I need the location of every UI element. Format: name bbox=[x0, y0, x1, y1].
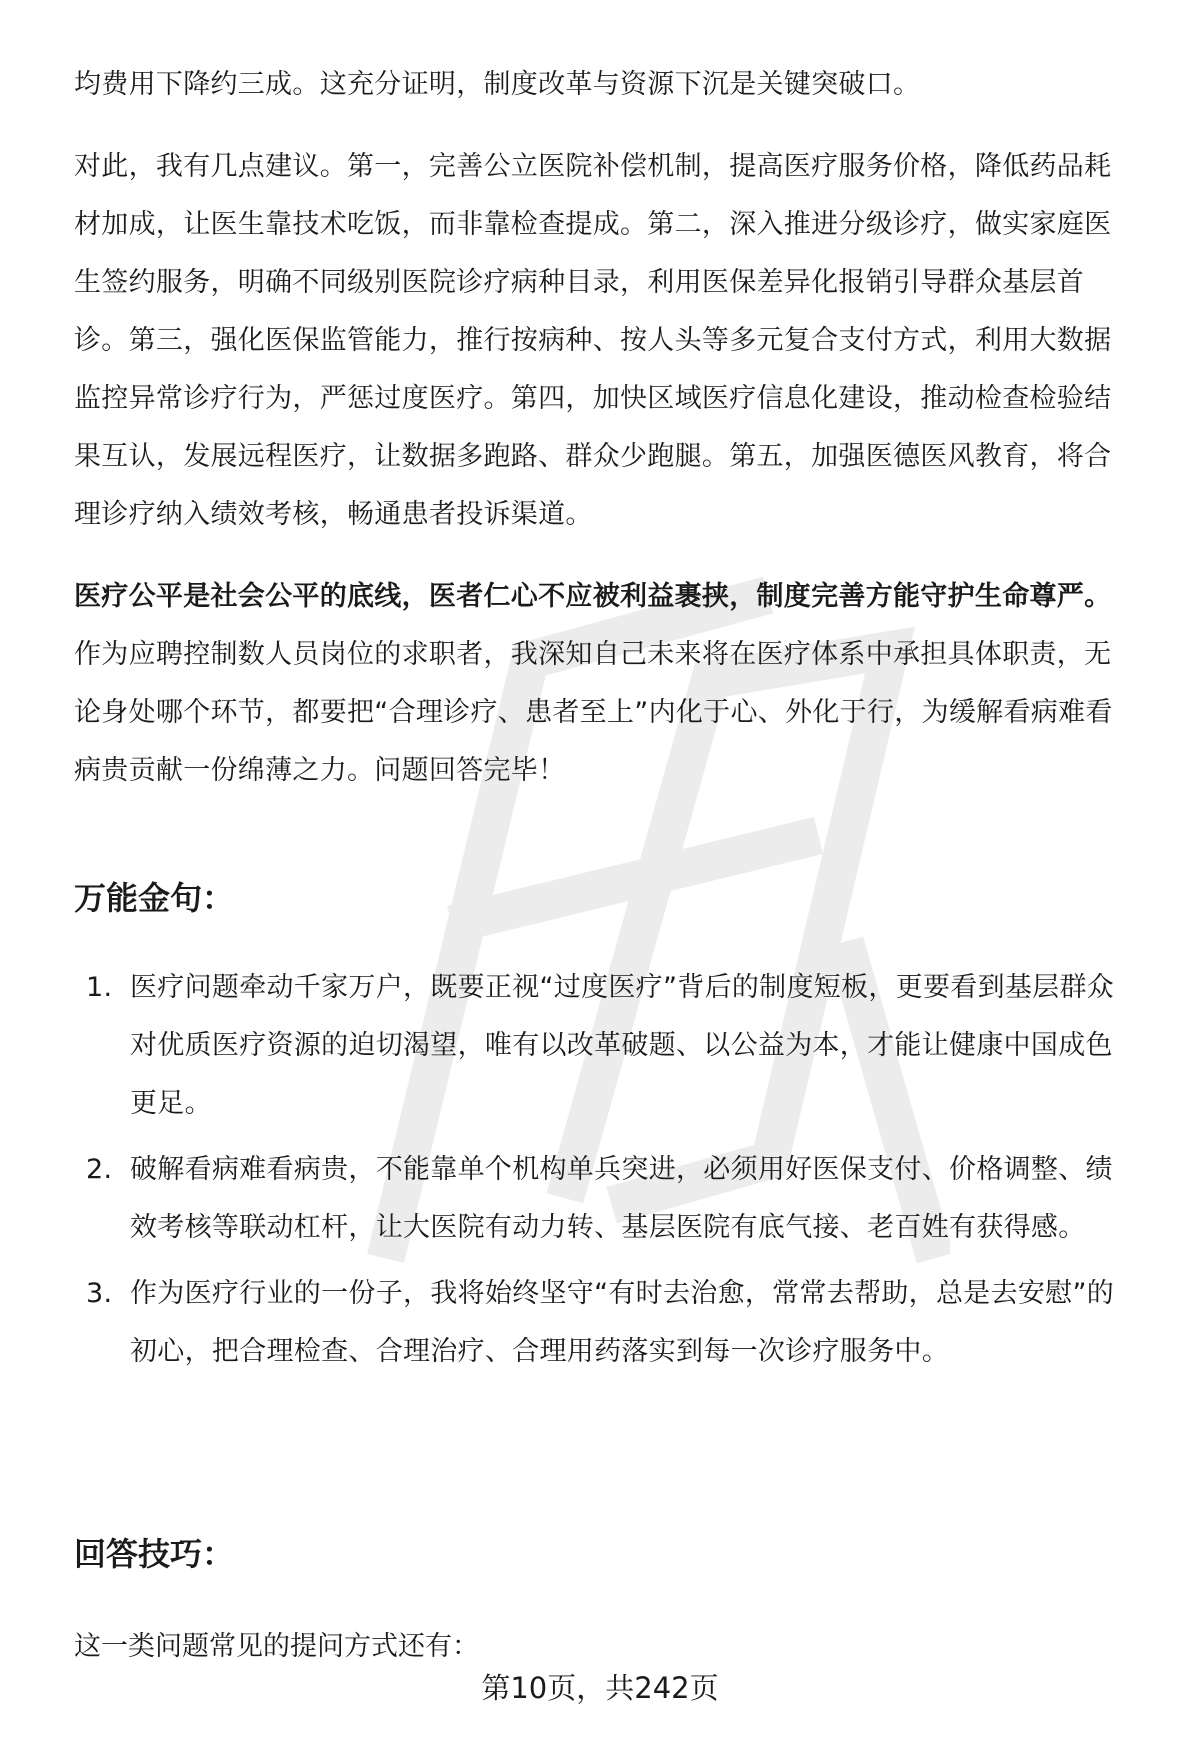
list-item-text: 作为医疗行业的一份子，我将始终坚守“有时去治愈，常常去帮助，总是去安慰”的初心，把合理检查、合理治疗、合理用药落实到每一次诊疗服务中。 bbox=[130, 1278, 1115, 1367]
list-item bbox=[74, 959, 1134, 1133]
list-item-number: 1. bbox=[86, 972, 113, 1003]
list-item-text: 医疗问题牵动千家万户，既要正视“过度医疗”背后的制度短板，更要看到基层群众对优质医疗资源的迫切渴望，唯有以改革破题、以公益为本，才能让健康中国成色更足。 bbox=[130, 972, 1115, 1119]
golden-sentences-heading: 万能金句： bbox=[74, 879, 235, 917]
paragraph-1: 均费用下降约三成。这充分证明，制度改革与资源下沉是关键突破口。 bbox=[74, 69, 921, 100]
page-number-footer: 第10页，共242页 bbox=[481, 1671, 719, 1705]
paragraph-3 bbox=[74, 568, 1134, 800]
list-item bbox=[74, 1265, 1134, 1381]
list-item-number: 2. bbox=[86, 1154, 113, 1185]
golden-sentences-list bbox=[74, 959, 1134, 1389]
paragraph-3-bold-lead: 医疗公平是社会公平的底线，医者仁心不应被利益裹挟，制度完善方能守护生命尊严。 bbox=[74, 581, 1112, 612]
paragraph-3-text: 作为应聘控制数人员岗位的求职者，我深知自己未来将在医疗体系中承担具体职责，无论身处哪个环节，都要把“合理诊疗、患者至上”内化于心、外化于行，为缓解看病难看病贵贡献一份绵薄之力。问题回答完毕！ bbox=[74, 639, 1113, 786]
document-body bbox=[74, 56, 1134, 1662]
answer-tips-heading: 回答技巧： bbox=[74, 1535, 235, 1573]
paragraph-2: 对此，我有几点建议。第一，完善公立医院补偿机制，提高医疗服务价格，降低药品耗材加成，让医生靠技术吃饭，而非靠检查提成。第二，深入推进分级诊疗，做实家庭医生签约服务，明确不同级别医院诊疗病种目录，利用医保差异化报销引导群众基层首诊。第三，强化医保监管能力，推行按病种、按人头等多元复合支付方式，利用大数据监控异常诊疗行为，严惩过度医疗。第四，加快区域医疗信息化建设，推动检查检验结果互认，发展远程医疗，让数据多跑路、群众少跑腿。第五，加强医德医风教育，将合理诊疗纳入绩效考核，畅通患者投诉渠道。 bbox=[74, 151, 1112, 530]
list-item-text: 破解看病难看病贵，不能靠单个机构单兵突进，必须用好医保支付、价格调整、绩效考核等联动杠杆，让大医院有动力转、基层医院有底气接、老百姓有获得感。 bbox=[130, 1154, 1113, 1243]
list-item bbox=[74, 1141, 1134, 1257]
answer-tips-intro: 这一类问题常见的提问方式还有： bbox=[74, 1631, 479, 1662]
list-item-number: 3. bbox=[86, 1278, 113, 1309]
